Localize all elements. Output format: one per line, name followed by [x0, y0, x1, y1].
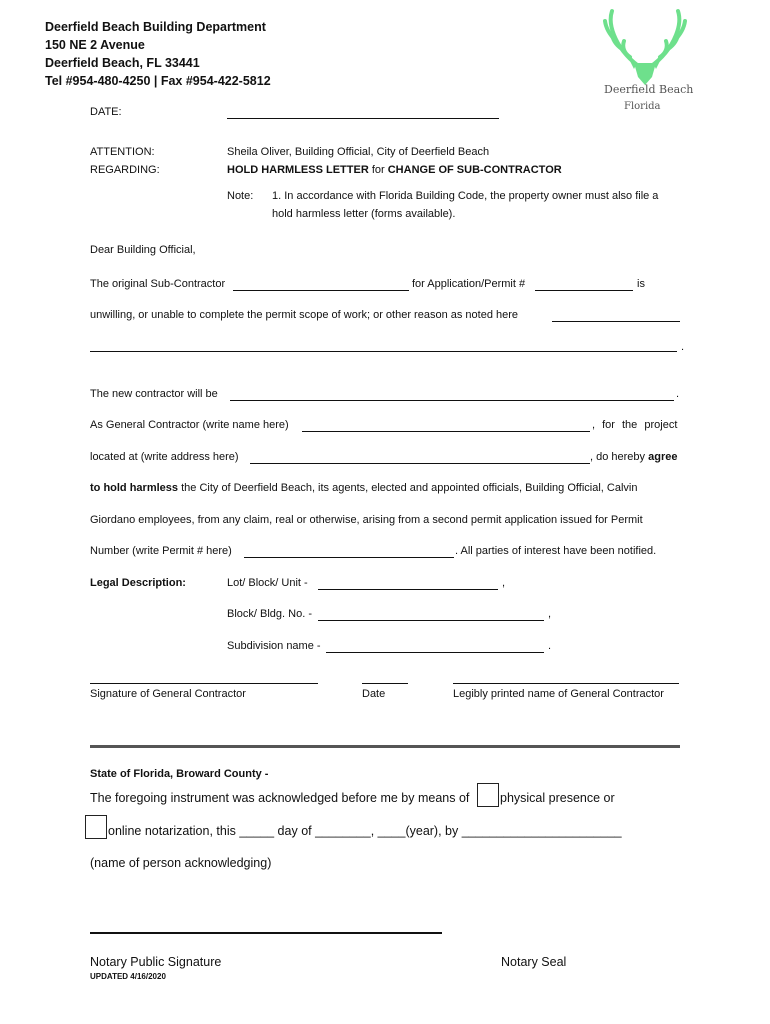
block-comma: ,: [548, 608, 552, 620]
hold-harmless-line: [90, 482, 637, 494]
date-signature-label: Date: [362, 688, 386, 700]
reason-blank-2[interactable]: [90, 351, 677, 352]
notary-name-ack: (name of person acknowledging): [90, 856, 272, 870]
new-contractor-blank[interactable]: [230, 400, 674, 401]
regarding-bold-1: HOLD HARMLESS LETTER: [227, 164, 369, 176]
legal-desc-label: Legal Description:: [90, 577, 186, 589]
section-divider: [90, 745, 680, 748]
reason-period: .: [681, 341, 685, 353]
agree-bold: agree: [648, 451, 678, 463]
reason-blank[interactable]: [552, 321, 680, 322]
orig-sub-blank[interactable]: [233, 290, 409, 291]
notary-signature-label: Notary Public Signature: [90, 955, 222, 969]
date-blank-line[interactable]: [227, 118, 499, 119]
note-line-1: 1. In accordance with Florida Building Code, the property owner must also file a: [272, 190, 659, 202]
notary-foregoing: The foregoing instrument was acknowledged before me by means of: [90, 791, 470, 805]
attention-value: Sheila Oliver, Building Official, City of Deerfield Beach: [227, 146, 490, 158]
new-contractor-period: .: [676, 388, 680, 400]
attention-label: ATTENTION:: [90, 146, 155, 158]
lot-label: Lot/ Block/ Unit -: [227, 577, 308, 589]
for-app-label: for Application/Permit #: [412, 278, 526, 290]
dept-address-line2: Deerfield Beach, FL 33441: [45, 56, 200, 70]
logo-text-line1: Deerfield Beach: [604, 83, 694, 96]
regarding-value: [227, 164, 562, 176]
new-contractor-label: The new contractor will be: [90, 388, 218, 400]
permit-number-blank[interactable]: [535, 290, 633, 291]
block-blank[interactable]: [318, 620, 544, 621]
note-line-2: hold harmless letter (forms available).: [272, 208, 456, 220]
online-notarization-checkbox[interactable]: [85, 815, 107, 839]
subdivision-label: Subdivision name -: [227, 640, 321, 652]
address-blank[interactable]: [250, 463, 590, 464]
deer-antler-icon: [600, 5, 690, 85]
is-text: is: [637, 278, 645, 290]
orig-sub-label: The original Sub-Contractor: [90, 278, 226, 290]
do-hereby-text: [590, 451, 677, 463]
for-project-text: , for the project: [592, 419, 678, 431]
dept-phone-fax: Tel #954-480-4250 | Fax #954-422-5812: [45, 74, 271, 88]
permit-number-label: Number (write Permit # here): [90, 545, 232, 557]
printed-name-label: Legibly printed name of General Contractor: [453, 688, 664, 700]
notary-physical: physical presence or: [500, 791, 615, 805]
notary-state: State of Florida, Broward County -: [90, 768, 269, 780]
date-signature-line[interactable]: [362, 683, 408, 684]
notary-signature-line[interactable]: [90, 932, 442, 934]
do-hereby: , do hereby: [590, 451, 646, 463]
dept-address-line1: 150 NE 2 Avenue: [45, 38, 145, 52]
subdivision-period: .: [548, 640, 552, 652]
notary-seal-label: Notary Seal: [501, 955, 567, 969]
dept-name: Deerfield Beach Building Department: [45, 20, 266, 34]
updated-date: UPDATED 4/16/2020: [90, 972, 166, 981]
lot-comma: ,: [502, 577, 506, 589]
notary-online: online notarization, this _____ day of ________, ____(year), by _______________________: [108, 824, 622, 838]
block-label: Block/ Bldg. No. -: [227, 608, 312, 620]
to-hold-harmless-bold: to hold harmless: [90, 482, 179, 494]
city-text: the City of Deerfield Beach, its agents, elected and appointed officials, Building Official, Calvin: [181, 482, 638, 494]
second-permit-blank[interactable]: [244, 557, 454, 558]
logo-text-line2: Florida: [624, 101, 661, 112]
note-label: Note:: [227, 190, 254, 202]
lot-blank[interactable]: [318, 589, 498, 590]
giordano-text: Giordano employees, from any claim, real or otherwise, arising from a second permit application issued for Permit: [90, 514, 643, 526]
gc-signature-label: Signature of General Contractor: [90, 688, 246, 700]
gc-name-blank[interactable]: [302, 431, 590, 432]
located-at-label: located at (write address here): [90, 451, 239, 463]
regarding-label: REGARDING:: [90, 164, 160, 176]
subdivision-blank[interactable]: [326, 652, 544, 653]
physical-presence-checkbox[interactable]: [477, 783, 499, 807]
regarding-mid: for: [368, 164, 388, 176]
as-gc-label: As General Contractor (write name here): [90, 419, 289, 431]
unwilling-text: unwilling, or unable to complete the permit scope of work; or other reason as noted here: [90, 309, 519, 321]
gc-signature-line[interactable]: [90, 683, 318, 684]
deerfield-beach-logo: [600, 5, 694, 117]
date-label: DATE:: [90, 106, 122, 118]
printed-name-line[interactable]: [453, 683, 679, 684]
regarding-bold-2: CHANGE OF SUB-CONTRACTOR: [387, 164, 562, 176]
all-parties-text: . All parties of interest have been notified.: [455, 545, 657, 557]
salutation: Dear Building Official,: [90, 244, 196, 256]
